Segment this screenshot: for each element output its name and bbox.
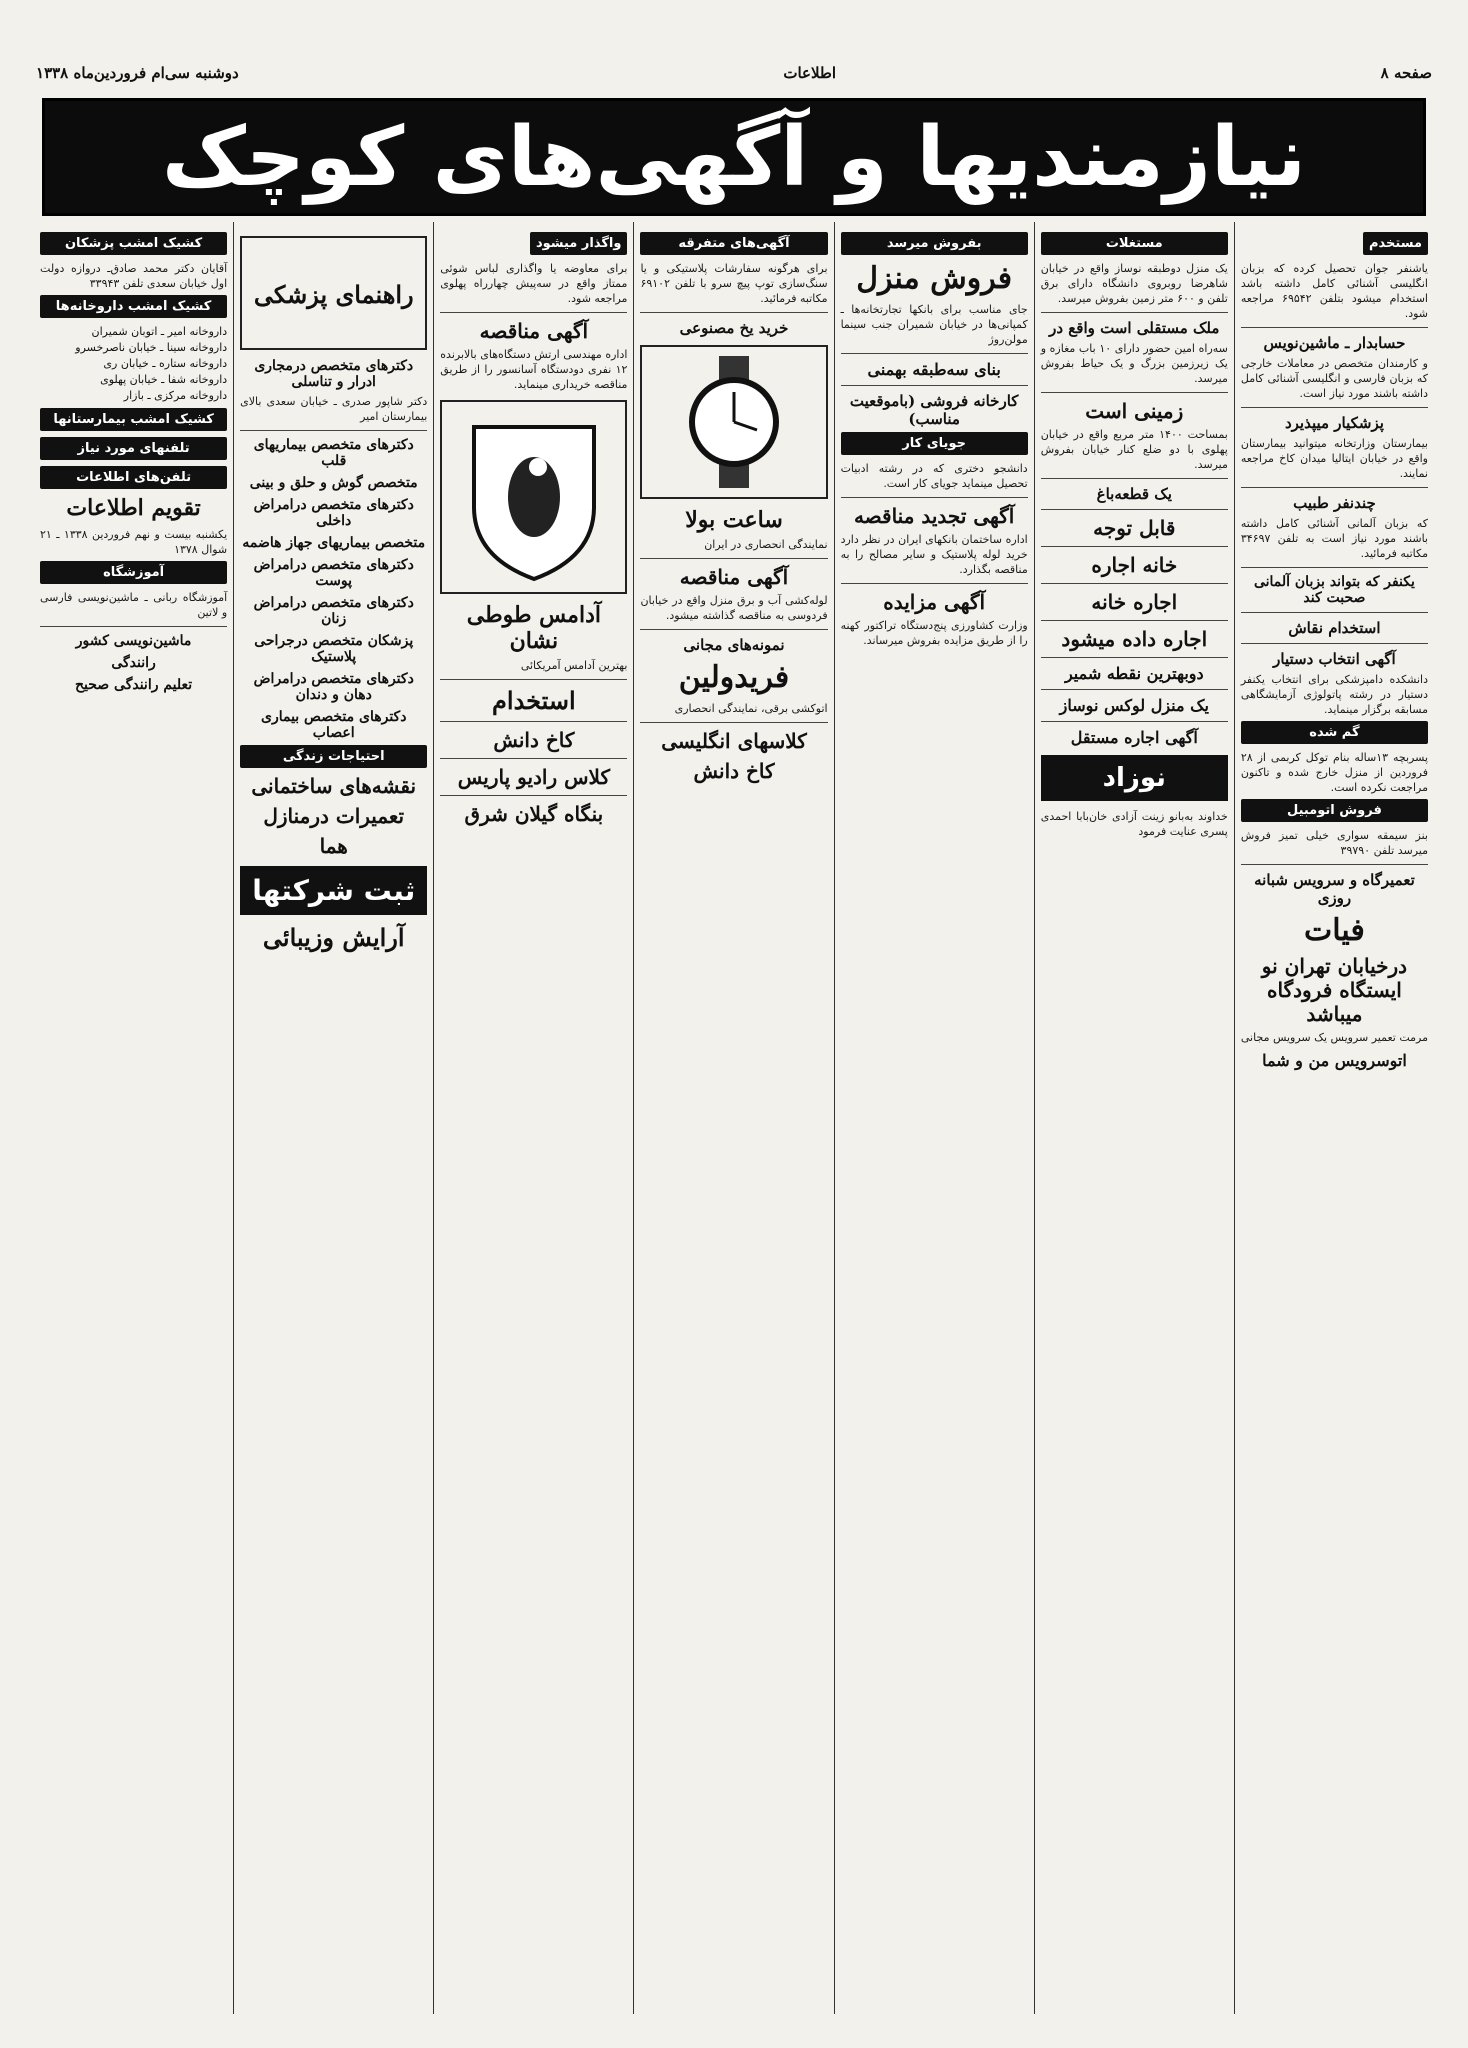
ad-brand: ساعت بولا	[685, 507, 783, 533]
ad-title: استخدام نقاش	[1288, 619, 1381, 637]
ad-title: آگهی مناقصه	[679, 565, 789, 589]
newborn-heading: نوزاد	[1041, 755, 1228, 801]
ad-text: که بزبان آلمانی آشنائی کامل داشته باشند مورد نیاز است به تلفن ۳۴۶۹۷ مکاتبه فرمائید.	[1240, 517, 1428, 560]
ad-text: بیمارستان وزارتخانه میتوانید بیمارستان واقع در خیابان ایتالیا میدان کاخ مراجعه نمایند.	[1240, 437, 1428, 480]
ad-title: آگهی انتخاب دستیار	[1273, 650, 1396, 668]
banner-title: نیازمندیها و آگهی‌های کوچک	[161, 109, 1307, 205]
ad-title: کلاس رادیو پاریس	[457, 765, 610, 789]
list-item: داروخانه مرکزی ـ بازار	[123, 389, 228, 402]
ad-text: برای هرگونه سفارشات پلاستیکی و یا سنگ‌سازی توپ پیچ سرو با تلفن ۶۹۱۰۲ مکاتبه فرمائید.	[640, 262, 828, 305]
ad-text: سه‌راه امین حضور دارای ۱۰ باب مغازه و یک زیرزمین بزرگ و یک حیاط بفروش میرسد.	[1040, 342, 1228, 385]
ad-brand: آدامس طوطی نشان	[466, 602, 601, 654]
ad-title: یک قطعه‌باغ	[1096, 485, 1172, 503]
section-heading: فروش اتومبیل	[1241, 799, 1428, 822]
ad-title: کارخانه فروشی (باموقعیت مناسب)	[849, 392, 1019, 428]
section-heading: کشیک امشب بیمارستانها	[40, 408, 227, 431]
ad-text: جای مناسب برای بانکها تجارتخانه‌ها ـ کمپانی‌ها در خیابان شمیران جنب سینما مولن‌روژ	[840, 303, 1028, 346]
pharmacy-list	[40, 324, 227, 404]
ad-title: دکترهای متخصص درمجاری ادرار و تناسلی	[254, 358, 414, 390]
ad-title: اجاره خانه	[1091, 590, 1178, 614]
ad-brand: فریدولین	[678, 660, 790, 695]
column-1	[1234, 222, 1434, 2014]
column-3	[834, 222, 1034, 2014]
ad-title: تعمیرات درمنازل	[263, 804, 405, 828]
ad-text: اداره مهندسی ارتش دستگاه‌های بالابرنده ۱۲ نفری دودستگاه آسانسور را از طریق مناقصه خریداری مینماید.	[440, 348, 628, 391]
ad-title: دکترهای متخصص درامراض پوست	[253, 557, 414, 589]
ad-title: دکترهای متخصص بیماریهای قلب	[253, 437, 414, 469]
section-heading: مستخدم	[1363, 232, 1428, 255]
ad-text: دانشجو دختری که در رشته ادبیات تحصیل مینماید جویای کار است.	[840, 462, 1028, 490]
ad-title: چندنفر طبیب	[1293, 494, 1376, 512]
ad-title: زمینی است	[1085, 399, 1184, 423]
ad-text: بنز سیمقه سواری خیلی تمیز فروش میرسد تلفن ۳۹۷۹۰	[1240, 829, 1428, 857]
ad-title: یکنفر که بتواند بزبان آلمانی صحبت کند	[1253, 574, 1415, 606]
section-heading: آگهی‌های متفرقه	[640, 232, 827, 255]
ad-title: کاخ دانش	[493, 728, 575, 752]
ad-title: دکترهای متخصص درامراض دهان و دندان	[253, 671, 414, 703]
ad-title: استخدام	[492, 686, 576, 715]
ad-title: قابل توجه	[1093, 516, 1176, 540]
ad-title: بنای سه‌طبقه بهمنی	[867, 360, 1001, 379]
ad-text: یک منزل دوطبقه نوساز واقع در خیابان شاهرضا روبروی دانشگاه دارای برق تلفن و ۶۰۰ متر زمین بفروش میرسد.	[1040, 262, 1228, 305]
section-heading: کشیک امشب داروخانه‌ها	[40, 295, 227, 318]
ad-title: آگهی اجاره مستقل	[1070, 728, 1198, 747]
list-item: داروخانه سینا ـ خیابان ناصرخسرو	[75, 341, 228, 354]
watch-ad	[640, 345, 827, 499]
section-heading: آموزشگاه	[40, 561, 227, 584]
ad-text: برای معاوضه یا واگذاری لباس شوئی ممتاز واقع در سه‌پیش چهارراه پهلوی مراجعه شود.	[440, 262, 628, 305]
ad-title: رانندگی	[111, 655, 156, 671]
ad-title: دکترهای متخصص درامراض داخلی	[253, 497, 414, 529]
ad-text: یکشنبه بیست و نهم فروردین ۱۳۳۸ ـ ۲۱ شوال ۱۳۷۸	[40, 528, 228, 556]
ad-title: هما	[319, 834, 348, 858]
section-heading: واگذار میشود	[530, 232, 627, 255]
ad-title: اتوسرویس من و شما	[1262, 1051, 1407, 1070]
ad-title: آرایش وزیبائی	[262, 923, 405, 952]
page-header	[36, 58, 1432, 88]
ad-title: خرید یخ مصنوعی	[679, 319, 789, 337]
ad-title: بنگاه گیلان شرق	[464, 802, 604, 826]
ad-title: ملک مستقلی است واقع در	[1049, 319, 1220, 337]
ad-text: نمایندگی انحصاری در ایران	[704, 538, 828, 551]
ad-title: ماشین‌نویسی کشور	[75, 633, 192, 649]
ad-title: متخصص بیماریهای جهاز هاضمه	[242, 535, 426, 551]
column-7	[34, 222, 233, 2014]
section-heading: کشیک امشب پزشکان	[40, 232, 227, 255]
ad-title: دکترهای متخصص درامراض زنان	[253, 595, 414, 627]
section-heading: جویای کار	[841, 432, 1028, 455]
ad-title: خانه اجاره	[1091, 553, 1178, 577]
section-heading: تلفنهای مورد نیاز	[40, 437, 227, 460]
ad-title: حسابدار ـ ماشین‌نویس	[1263, 334, 1406, 352]
ad-title: آگهی تجدید مناقصه	[853, 504, 1015, 528]
ad-title: تعمیرگاه و سرویس شبانه روزی	[1254, 871, 1415, 907]
ad-text: یاشنفر جوان تحصیل کرده که بزبان انگلیسی آشنائی کامل داشته باشد استخدام میشود بتلفن ۶۹۵۴۲ مراجعه شود.	[1240, 262, 1428, 320]
ad-title: نقشه‌های ساختمانی	[251, 774, 417, 798]
gum-ad	[440, 400, 627, 594]
ad-text: بهترین آدامس آمریکائی	[520, 659, 628, 672]
ad-title: درخیابان تهران نو ایستگاه فرودگاه میباشد	[1261, 954, 1408, 1026]
ad-title: کلاسهای انگلیسی	[661, 729, 807, 753]
ad-brand: فیات	[1304, 913, 1365, 948]
list-item: داروخانه امیر ـ اتوبان شمیران	[91, 325, 228, 338]
columns	[34, 222, 1434, 2014]
section-heading: احتیاجات زندگی	[240, 745, 427, 768]
ad-title: نمونه‌های مجانی	[683, 636, 785, 654]
ad-text: آقایان دکتر محمد صادق‌ـ دروازه دولت اول خیابان سعدی تلفن ۳۳۹۴۳	[40, 262, 228, 290]
column-4	[633, 222, 833, 2014]
ad-text: لوله‌کشی آب و برق منزل واقع در خیابان فردوسی به مناقصه گذاشته میشود.	[640, 594, 828, 622]
ad-text: خداوند به‌بانو زینت آزادی خان‌بابا احمدی پسری عنایت فرمود	[1040, 810, 1228, 838]
section-heading: بفروش میرسد	[841, 232, 1028, 255]
page-number: صفحه ۸	[1380, 64, 1432, 82]
ad-title: متخصص گوش و حلق و بینی	[249, 475, 418, 491]
ad-text: دانشکده دامپزشکی برای انتخاب یکنفر دستیار در رشته پاتولوژی آزمایشگاهی مسابقه برگزار مینماید.	[1240, 673, 1428, 716]
paper-name: اطلاعات	[783, 64, 837, 82]
issue-date: دوشنبه سی‌ام فروردین‌ماه ۱۳۳۸	[36, 64, 239, 82]
section-banner	[42, 98, 1426, 216]
ad-text: بمساحت ۱۴۰۰ متر مربع واقع در خیابان پهلوی با دو ضلع کنار خیابان بفروش میرسد.	[1040, 428, 1228, 471]
ad-title: پزشکان متخصص درجراحی پلاستیک	[254, 633, 414, 665]
list-item: داروخانه ستاره ـ خیابان ری	[103, 357, 228, 370]
section-heading: مستغلات	[1041, 232, 1228, 255]
ad-text: مرمت تعمیر سرویس یک سرویس مجانی	[1240, 1031, 1428, 1044]
ad-title: دکترهای متخصص بیماری اعصاب	[260, 709, 407, 741]
ad-title: آگهی مزایده	[883, 590, 986, 614]
ad-title: پزشکیار میپذیرد	[1284, 414, 1384, 432]
section-heading: تلفن‌های اطلاعات	[40, 466, 227, 489]
company-registration-banner: ثبت شرکتها	[240, 866, 427, 915]
parrot-shield-icon	[454, 407, 614, 587]
ad-title: کاخ دانش	[693, 759, 775, 783]
ad-title: اجاره داده میشود	[1061, 627, 1208, 651]
column-2	[1034, 222, 1234, 2014]
ad-text: و کارمندان متخصص در معاملات خارجی که بزبان فارسی و انگلیسی آشنائی کامل داشته باشند مورد نیاز است.	[1240, 357, 1428, 400]
medical-guide-logo: راهنمای پزشکی	[240, 236, 427, 350]
ad-title: دوبهترین نقطه شمیر	[1064, 664, 1204, 683]
watch-icon	[659, 352, 809, 492]
ad-title: فروش منزل	[856, 261, 1013, 296]
ad-text: دکتر شاپور صدری ـ خیابان سعدی بالای بیمارستان امیر	[240, 395, 428, 423]
ad-title: تقویم اطلاعات	[66, 495, 201, 521]
ad-title: تعلیم رانندگی صحیح	[74, 677, 193, 693]
list-item: داروخانه شفا ـ خیابان پهلوی	[100, 373, 228, 386]
ad-text: اتوکشی برقی، نمایندگی انحصاری	[674, 702, 828, 715]
column-5	[433, 222, 633, 2014]
ad-text: وزارت کشاورزی پنج‌دستگاه تراکتور کهنه را از طریق مزایده بفروش میرساند.	[840, 619, 1028, 647]
ad-text: اداره ساختمان بانکهای ایران در نظر دارد خرید لوله پلاستیک و سایر مصالح را به مناقصه بگذارد.	[840, 533, 1028, 576]
ad-title: آگهی مناقصه	[479, 319, 589, 343]
column-6	[233, 222, 433, 2014]
ad-text: پسربچه ۱۳ساله بنام توکل کربمی از ۲۸ فروردین از منزل خارج شده و تاکنون مراجعت نکرده است.	[1240, 751, 1429, 794]
ad-title: یک منزل لوکس نوساز	[1059, 696, 1209, 715]
section-heading: گم شده	[1241, 721, 1428, 744]
ad-text: آموزشگاه ربانی ـ ماشین‌نویسی فارسی و لاتین	[40, 591, 228, 619]
